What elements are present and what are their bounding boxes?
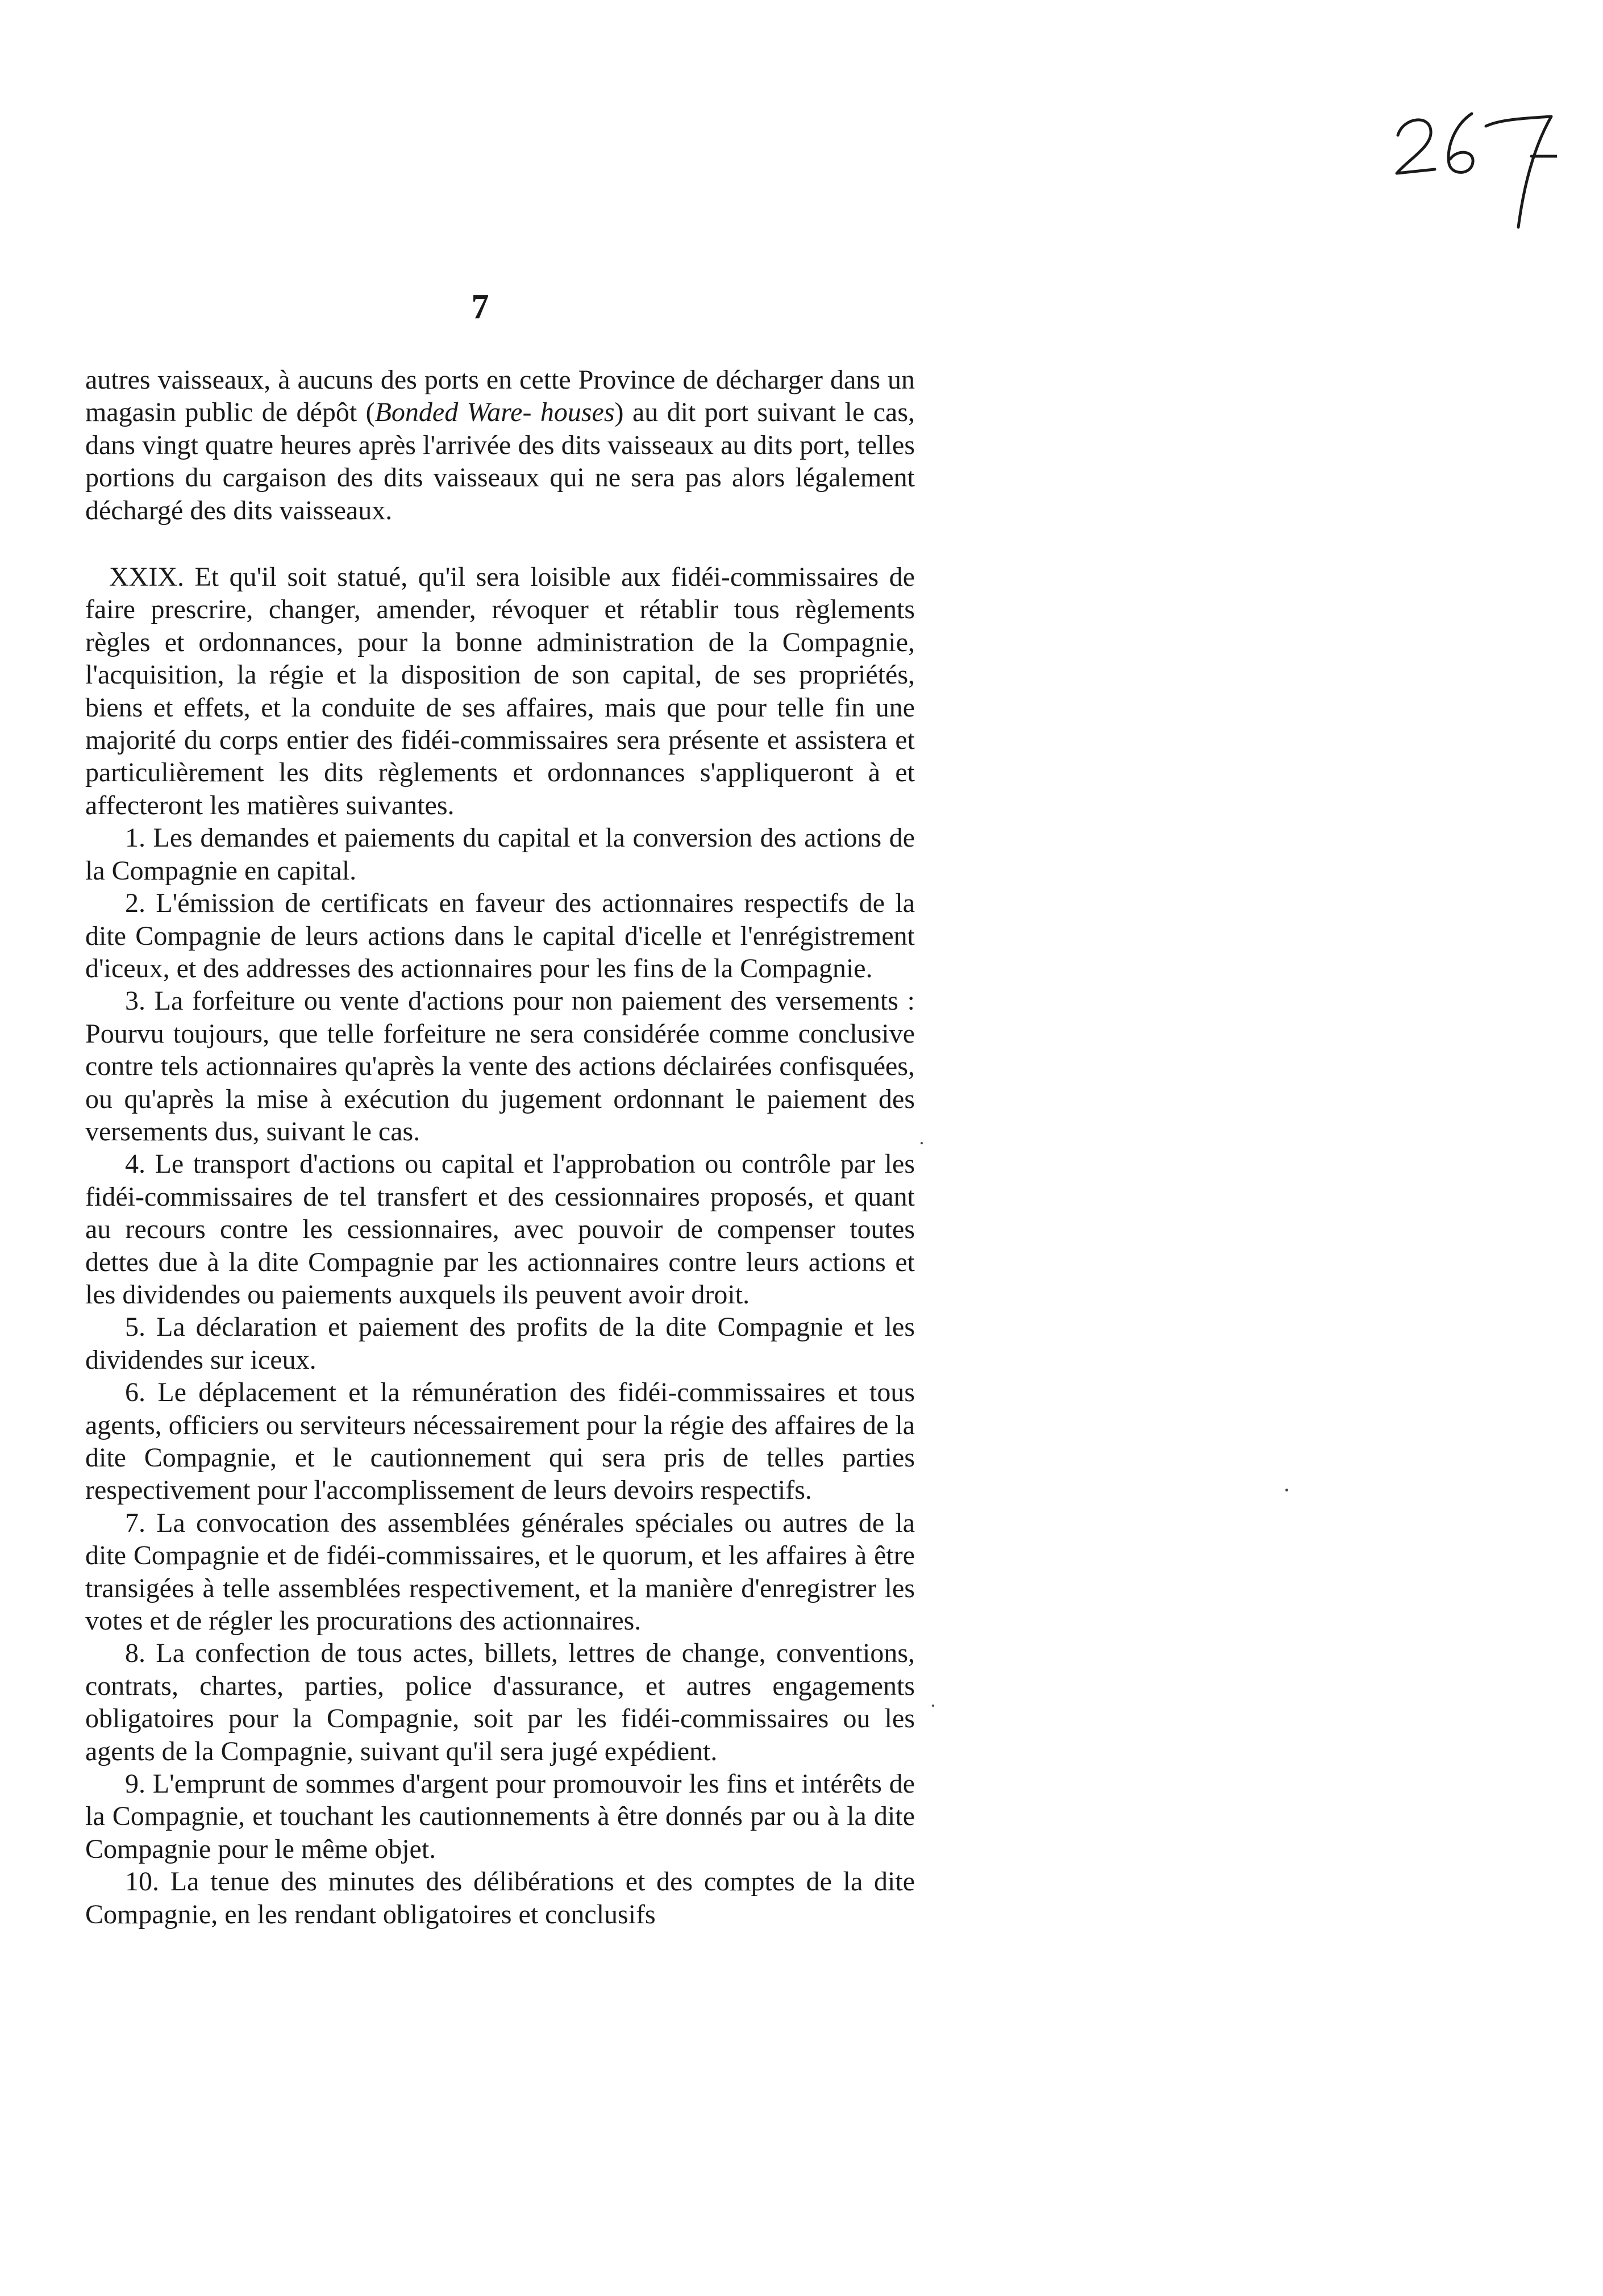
list-item-text: Le transport d'actions ou capital et l'approbation ou contrôle par les fidéi-commissaires de tel transfert et des cessionnaires proposés, et quant au recours contre les cessionnaires, avec pouvoir de compenser toutes dettes due à la dite Compagnie par les actionnaires contre leurs actions et les dividendes ou paiements auxquels ils peuvent avoir droit. — [85, 1149, 915, 1310]
list-item-text: La confection de tous actes, billets, lettres de change, conventions, contrats, chartes, parties, police d'assurance, et autres engagements obligatoires pour la Compagnie, soit par les fidéi-commissaires ou les agents de la Compagnie, suivant qu'il sera jugé expédient. — [85, 1638, 915, 1766]
list-item-text: La tenue des minutes des délibérations et des comptes de la dite Compagnie, en les rendant obligatoires et conclusifs — [85, 1866, 915, 1930]
intro-bonded-term: Bonded Ware- — [374, 397, 532, 428]
list-item-7 — [85, 1507, 915, 1637]
list-item-number: 4. — [125, 1149, 145, 1180]
section-text: Et qu'il soit statué, qu'il sera loisible aux fidéi-commissaires de faire prescrire, changer, amender, révoquer et rétablir tous règlements règles et ordonnances, pour la bonne administration de la Compagnie, l'acquisition, la régie et la disposition de son capital, de ses propriétés, biens et effets, et la conduite de ses affaires, mais que pour telle fin une majorité du corps entier des fidéi-commissaires sera présente et assistera et particulièrement les dits règlements et ordonnances s'appliqueront à et affecteront les matières suivantes. — [85, 562, 915, 820]
intro-houses-term: houses — [540, 397, 615, 428]
list-item-number: 2. — [125, 888, 145, 919]
list-item-number: 5. — [125, 1312, 145, 1343]
list-item-10 — [85, 1865, 915, 1931]
list-item-text: L'émission de certificats en faveur des actionnaires respectifs de la dite Compagnie de leurs actions dans le capital d'icelle et l'enrégistrement d'iceux, et des addresses des actionnaires pour les fins de la Compagnie. — [85, 888, 915, 984]
list-item-text: La convocation des assemblées générales spéciales ou autres de la dite Compagnie et de fidéi-commissaires, et le quorum, et les affaires à être transigées à telle assemblées respectivement, et la manière d'enregistrer les votes et de régler les procurations des actionnaires. — [85, 1507, 915, 1636]
intro-paragraph — [85, 364, 915, 527]
list-item-text: La forfeiture ou vente d'actions pour non paiement des versements : Pourvu toujours, que telle forfeiture ne sera considérée comme conclusive contre tels actionnaires qu'après la vente des actions déclairées confisquées, ou qu'après la mise à exécution du jugement ordonnant le paiement des versements dus, suivant le cas. — [85, 986, 915, 1147]
list-item-number: 6. — [125, 1377, 145, 1408]
list-item-3 — [85, 985, 915, 1148]
list-item-6 — [85, 1376, 915, 1507]
list-item-text: L'emprunt de sommes d'argent pour promouvoir les fins et intérêts de la Compagnie, et touchant les cautionnements à être donnés par ou à la dite Compagnie pour le même objet. — [85, 1769, 915, 1864]
list-item-number: 1. — [125, 823, 145, 853]
document-body — [85, 364, 915, 1931]
ink-speck — [921, 1142, 923, 1144]
intro-rest: après l'arrivée des dits vaisseaux au dits port, telles portions du cargaison des dits vaisseaux qui ne sera pas alors légalement déchargé des dits vaisseaux. — [85, 430, 915, 526]
intro-line-2a: décharger dans un magasin public de dépôt ( — [85, 365, 915, 428]
section-xxix-paragraph — [85, 561, 915, 822]
handwritten-folio-number — [1387, 102, 1557, 233]
ink-speck — [1285, 1489, 1288, 1491]
list-item-1 — [85, 822, 915, 887]
list-item-number: 3. — [125, 986, 145, 1016]
list-item-number: 9. — [125, 1769, 145, 1799]
ink-speck — [932, 1705, 934, 1707]
list-item-number: 10. — [125, 1866, 159, 1897]
list-item-text: Les demandes et paiements du capital et la conversion des actions de la Compagnie en capital. — [85, 823, 915, 886]
list-item-text: Le déplacement et la rémunération des fidéi-commissaires et tous agents, officiers ou serviteurs nécessairement pour la régie des affaires de la dite Compagnie, et le cautionnement qui sera pris de telles parties respectivement pour l'accomplissement de leurs devoirs respectifs. — [85, 1377, 915, 1506]
list-item-8 — [85, 1637, 915, 1768]
list-item-9 — [85, 1768, 915, 1865]
page-number: 7 — [471, 287, 489, 326]
list-item-2 — [85, 887, 915, 985]
list-item-4 — [85, 1148, 915, 1311]
intro-line-1: autres vaisseaux, à aucuns des ports en cette Province de — [85, 365, 709, 395]
list-item-5 — [85, 1311, 915, 1376]
intro-line-3b: ) au dit port suivant le cas, dans vingt quatre heures — [85, 397, 915, 460]
list-item-number: 8. — [125, 1638, 145, 1669]
list-item-number: 7. — [125, 1507, 145, 1538]
list-item-text: La déclaration et paiement des profits de la dite Compagnie et les dividendes sur iceux. — [85, 1312, 915, 1375]
section-heading: XXIX. — [109, 562, 184, 593]
